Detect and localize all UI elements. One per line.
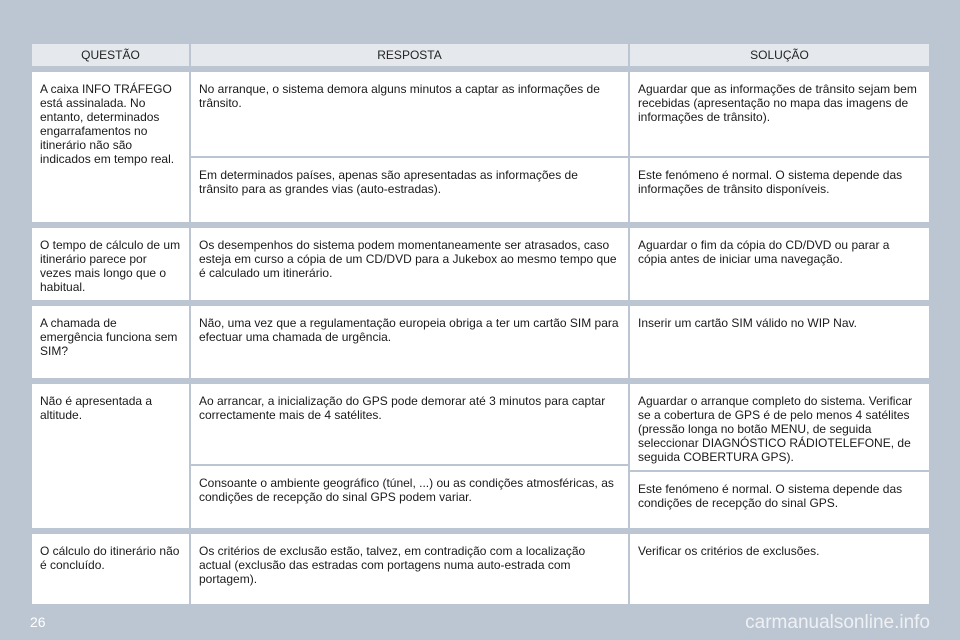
resposta-cell: Os desempenhos do sistema podem momentaneamente ser atrasados, caso esteja em curso a cópia de um CD/DVD para a Jukebox ao mesmo tempo que é calculado um itinerário. [191,228,628,300]
resposta-column [191,72,628,222]
resposta-column [191,384,628,528]
solucao-column [630,72,929,222]
header-resposta: RESPOSTA [191,44,628,66]
table-row [32,228,929,300]
resposta-cell: Ao arrancar, a inicialização do GPS pode demorar até 3 minutos para captar correctamente mais de 4 satélites. [191,384,628,464]
solucao-cell: Aguardar o fim da cópia do CD/DVD ou parar a cópia antes de iniciar uma navegação. [630,228,929,300]
table-row [32,306,929,378]
question-cell: A chamada de emergência funciona sem SIM? [32,306,189,378]
question-cell: O cálculo do itinerário não é concluído. [32,534,189,604]
solucao-cell: Este fenómeno é normal. O sistema depende das condições de recepção do sinal GPS. [630,472,929,528]
resposta-cell: Os critérios de exclusão estão, talvez, em contradição com a localização actual (exclusão das estradas com portagens numa auto-estrada com portagem). [191,534,628,604]
table-header [32,44,929,66]
solucao-cell: Verificar os critérios de exclusões. [630,534,929,604]
resposta-cell: Consoante o ambiente geográfico (túnel, ...) ou as condições atmosféricas, as condições de recepção do sinal GPS podem variar. [191,466,628,528]
resposta-cell: Não, uma vez que a regulamentação europeia obriga a ter um cartão SIM para efectuar uma chamada de urgência. [191,306,628,378]
table-row [32,534,929,604]
header-solucao: SOLUÇÃO [630,44,929,66]
solucao-cell: Inserir um cartão SIM válido no WIP Nav. [630,306,929,378]
solucao-cell: Este fenómeno é normal. O sistema depende das informações de trânsito disponíveis. [630,158,929,222]
resposta-cell: Em determinados países, apenas são apresentadas as informações de trânsito para as grandes vias (auto-estradas). [191,158,628,222]
table-row [32,72,929,222]
resposta-cell: No arranque, o sistema demora alguns minutos a captar as informações de trânsito. [191,72,628,156]
question-cell: A caixa INFO TRÁFEGO está assinalada. No entanto, determinados engarrafamentos no itinerário não são indicados em tempo real. [32,72,189,222]
solucao-cell: Aguardar o arranque completo do sistema. Verificar se a cobertura de GPS é de pelo menos 4 satélites (pressão longa no botão MENU, de seguida seleccionar DIAGNÓSTICO RÁDIOTELEFONE, de seguida COBERTURA GPS). [630,384,929,470]
question-cell: Não é apresentada a altitude. [32,384,189,528]
solucao-cell: Aguardar que as informações de trânsito sejam bem recebidas (apresentação no mapa das imagens de informações de trânsito). [630,72,929,156]
header-questao: QUESTÃO [32,44,189,66]
page-number: 26 [30,614,46,630]
faq-table [32,44,929,610]
table-row [32,384,929,528]
question-cell: O tempo de cálculo de um itinerário parece por vezes mais longo que o habitual. [32,228,189,300]
watermark: carmanualsonline.info [745,612,930,633]
solucao-column [630,384,929,528]
